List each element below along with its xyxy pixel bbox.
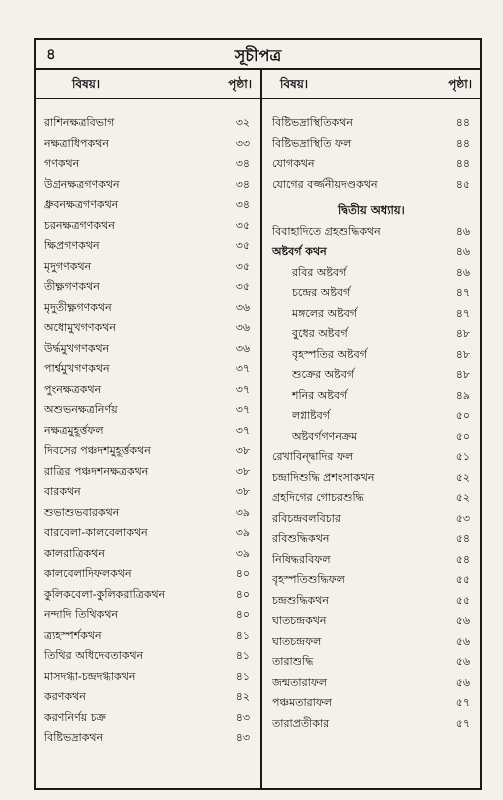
entry-title: নন্দাদি তিথিকথন <box>44 608 119 621</box>
entry-page: ৩৯ <box>235 526 250 539</box>
right-column-header <box>262 68 480 99</box>
index-columns <box>36 68 480 788</box>
index-entry <box>262 240 480 261</box>
entry-page: ৪৬ <box>455 245 470 258</box>
entry-title: রাশিনক্ষত্রবিভাগ <box>44 116 115 129</box>
index-entry <box>36 624 260 645</box>
entry-page: ৩৯ <box>235 505 250 519</box>
index-entry <box>36 296 260 317</box>
entry-title: গ্রহদিগের গোচরশুদ্ধি <box>272 491 364 504</box>
entry-page: ৫২ <box>455 470 470 484</box>
entry-page: ৪৫ <box>455 177 470 191</box>
entry-title: বারকথন <box>44 485 81 498</box>
entry-title: বুধের অষ্টবর্গ <box>292 327 348 340</box>
entry-title: নক্ষত্রমুহূর্ত্তফল <box>44 423 104 437</box>
entry-title: কুলিকবেলা-কুলিকরাত্রিকথন <box>44 587 166 601</box>
index-entry <box>36 398 260 419</box>
subject-header: বিষয়। <box>72 77 101 91</box>
entry-title: রেখাবিন্দ্বাদির ফল <box>272 450 354 463</box>
entry-title: মৃদুতীক্ষ্ণগণকথন <box>44 300 112 314</box>
entry-title: করণকথন <box>44 690 86 703</box>
entry-page: ৪১ <box>235 649 250 662</box>
entry-title: বিষ্টিভদ্রাস্থিতি ফল <box>272 136 352 150</box>
entry-title: লগ্নাষ্টবর্গ <box>292 409 330 422</box>
entry-page: ৪৪ <box>455 136 470 150</box>
entry-page: ৩৫ <box>235 218 250 232</box>
entry-page: ৪৭ <box>455 286 470 299</box>
entry-page: ৪১ <box>235 628 250 642</box>
index-entry <box>262 486 480 507</box>
entry-title: চন্দ্রের অষ্টবর্গ <box>292 286 351 299</box>
right-column <box>262 68 480 788</box>
entry-title: মাসদগ্ধা-চন্দ্রদগ্ধাকথন <box>44 669 136 683</box>
index-entry <box>36 357 260 378</box>
page-header-label: পৃষ্ঠা। <box>448 77 472 91</box>
entry-page: ৩৮ <box>235 444 250 457</box>
index-entry <box>36 193 260 214</box>
entry-title: কালরাত্রিকথন <box>44 546 105 560</box>
index-entry <box>36 234 260 255</box>
entry-title: ত্র্যহস্পর্শকথন <box>44 628 102 642</box>
entry-page: ৩৫ <box>235 259 250 273</box>
entry-page: ৪৩ <box>235 731 250 744</box>
entry-page: ৫৪ <box>455 532 470 545</box>
entry-page: ৪০ <box>235 587 250 601</box>
entry-page: ৪৬ <box>455 265 470 279</box>
entry-title: চন্দ্রশুদ্ধিকথন <box>272 593 329 607</box>
entry-page: ৫৭ <box>455 716 470 730</box>
entry-title: করণনির্ণয় চক্র <box>44 710 106 724</box>
entry-title: বিষ্টিভদ্রাকথন <box>44 731 104 744</box>
index-entry <box>36 562 260 583</box>
index-entry <box>262 173 480 194</box>
entry-page: ৩৪ <box>235 157 250 170</box>
index-entry <box>36 378 260 399</box>
index-entry <box>262 548 480 569</box>
index-entry <box>262 671 480 692</box>
index-entry <box>262 111 480 132</box>
entry-page: ৫৫ <box>455 573 470 586</box>
right-entry-list <box>262 99 480 732</box>
index-entry <box>36 173 260 194</box>
entry-page: ৩৮ <box>235 464 250 478</box>
index-entry <box>36 439 260 460</box>
index-entry <box>262 630 480 651</box>
index-entry <box>36 460 260 481</box>
entry-title: নিষিদ্ধরবিফল <box>272 552 331 566</box>
entry-page: ৪৮ <box>455 327 470 340</box>
index-entry <box>36 685 260 706</box>
entry-page: ৫১ <box>455 450 470 463</box>
index-entry <box>262 712 480 733</box>
entry-title: বারবেলা-কালবেলাকথন <box>44 526 148 539</box>
entry-title: চরনক্ষত্রগণকথন <box>44 218 115 232</box>
entry-title: রবির অষ্টবর্গ <box>292 265 347 279</box>
index-entry <box>36 316 260 337</box>
left-column <box>36 68 262 788</box>
index-entry <box>262 527 480 548</box>
entry-page: ৪৮ <box>455 368 470 381</box>
entry-page: ৩৫ <box>235 239 250 252</box>
entry-page: ৫৩ <box>455 511 470 525</box>
index-entry <box>36 644 260 665</box>
entry-page: ৩৪ <box>235 177 250 191</box>
page-header <box>36 40 480 70</box>
entry-title: জন্মতারাফল <box>272 675 328 689</box>
index-entry <box>36 419 260 440</box>
entry-title: বিষ্টিভদ্রাস্থিতিকথন <box>272 116 353 129</box>
index-entry <box>36 583 260 604</box>
entry-title: পুংনক্ষত্রকথন <box>44 382 102 396</box>
entry-page: ৩৩ <box>235 136 250 150</box>
index-page <box>34 38 482 790</box>
entry-title: বৃহস্পতির অষ্টবর্গ <box>292 347 367 361</box>
entry-page: ৫৬ <box>455 634 470 648</box>
index-entry <box>36 111 260 132</box>
entry-page: ৪২ <box>235 690 250 703</box>
entry-title: শনির অষ্টবর্গ <box>292 388 348 402</box>
entry-page: ৫২ <box>455 491 470 504</box>
entry-page: ৩৫ <box>235 280 250 293</box>
entry-page: ৪৩ <box>235 710 250 724</box>
entry-title: শুক্রের অষ্টবর্গ <box>292 368 355 381</box>
entry-page: ৩৬ <box>235 300 250 314</box>
chapter-heading-text: দ্বিতীয় অধ্যায়। <box>338 203 405 217</box>
entry-title: কালবেলাদিফলকথন <box>44 567 132 580</box>
index-entry <box>262 363 480 384</box>
entry-page: ৪৬ <box>455 224 470 238</box>
entry-title: নক্ষত্রাধিপকথন <box>44 136 109 150</box>
entry-title: গণকথন <box>44 157 80 170</box>
entry-page: ৫৬ <box>455 614 470 627</box>
entry-page: ৩৯ <box>235 546 250 560</box>
index-entry <box>262 322 480 343</box>
entry-page: ৫৬ <box>455 655 470 668</box>
entry-page: ৪৮ <box>455 347 470 361</box>
index-entry <box>36 214 260 235</box>
entry-title: উর্দ্ধমুখগণকথন <box>44 341 110 355</box>
index-entry <box>36 706 260 727</box>
entry-title: পঞ্চমতারাফল <box>272 696 333 709</box>
entry-title: বিবাহাদিতে গ্রহশুদ্ধিকথন <box>272 224 381 238</box>
entry-page: ৫৪ <box>455 552 470 566</box>
entry-title: তারাপ্রতীকার <box>272 716 330 730</box>
index-entry <box>262 404 480 425</box>
index-entry <box>262 691 480 712</box>
chapter-heading <box>262 199 480 220</box>
page-title: সূচীপত্র <box>234 46 282 65</box>
entry-page: ৪৭ <box>455 306 470 320</box>
entry-page: ৩৪ <box>235 198 250 211</box>
index-entry <box>262 466 480 487</box>
index-entry <box>36 337 260 358</box>
index-entry <box>262 132 480 153</box>
entry-title: উগ্রনক্ষত্রগণকথন <box>44 177 120 191</box>
index-entry <box>262 568 480 589</box>
index-entry <box>262 650 480 671</box>
entry-title: ঘাতচন্দ্রকথন <box>272 614 327 627</box>
entry-page: ৩৭ <box>235 362 250 375</box>
entry-title: চন্দ্রাদিশুদ্ধি প্রশংসাকথন <box>272 470 375 484</box>
entry-page: ৩৭ <box>235 423 250 437</box>
index-entry <box>262 507 480 528</box>
page-header-label: পৃষ্ঠা। <box>228 77 252 91</box>
entry-title: পার্শ্বমুখগণকথন <box>44 362 110 375</box>
index-entry <box>36 255 260 276</box>
entry-page: ৫০ <box>455 429 470 443</box>
index-entry <box>262 281 480 302</box>
index-entry <box>36 275 260 296</box>
entry-title: মঙ্গলের অষ্টবর্গ <box>292 306 358 320</box>
index-entry <box>36 665 260 686</box>
entry-title: ধ্রুবনক্ষত্রগণকথন <box>44 198 119 211</box>
index-entry <box>262 152 480 173</box>
entry-page: ৩৬ <box>235 341 250 355</box>
left-column-header <box>36 68 260 99</box>
entry-page: ৪০ <box>235 608 250 621</box>
page-number: ৪ <box>46 45 56 63</box>
entry-title: রবিশুদ্ধিকথন <box>272 532 330 545</box>
index-entry <box>262 589 480 610</box>
subject-header: বিষয়। <box>280 77 309 91</box>
index-entry <box>262 343 480 364</box>
index-entry <box>36 501 260 522</box>
entry-page: ৪৪ <box>455 157 470 170</box>
entry-title: তারাশুদ্ধি <box>272 655 314 668</box>
index-entry <box>36 480 260 501</box>
entry-title: অষ্টবর্গ কথন <box>272 245 327 258</box>
entry-title: অশুভনক্ষত্রনির্ণয় <box>44 403 118 416</box>
left-entry-list <box>36 99 260 747</box>
entry-page: ৫৭ <box>455 696 470 709</box>
entry-title: বৃহস্পতিশুদ্ধিফল <box>272 573 345 586</box>
entry-title: রাত্রির পঞ্চদশনক্ষত্রকথন <box>44 464 149 478</box>
entry-page: ৫৬ <box>455 675 470 689</box>
entry-title: যোগকথন <box>272 157 315 170</box>
index-entry <box>262 384 480 405</box>
entry-title: তিথির অধিদেবতাকথন <box>44 649 144 662</box>
index-entry <box>36 542 260 563</box>
entry-title: অধোমুখগণকথন <box>44 321 116 334</box>
entry-title: দিবসের পঞ্চদশমুহূর্ত্তকথন <box>44 444 151 457</box>
entry-page: ৩৭ <box>235 382 250 396</box>
index-entry <box>262 445 480 466</box>
entry-title: মৃদুগণকথন <box>44 259 92 273</box>
entry-page: ৫০ <box>455 409 470 422</box>
entry-page: ৩৬ <box>235 321 250 334</box>
entry-title: ক্ষিপ্রগণকথন <box>44 239 100 252</box>
entry-title: ঘাতচন্দ্রফল <box>272 634 322 648</box>
index-entry <box>36 521 260 542</box>
index-entry <box>36 603 260 624</box>
entry-page: ৪৪ <box>455 116 470 129</box>
entry-page: ৩২ <box>235 116 250 129</box>
entry-page: ৩৭ <box>235 403 250 416</box>
index-entry <box>36 152 260 173</box>
index-entry <box>262 220 480 241</box>
entry-page: ৪৯ <box>455 388 470 402</box>
entry-title: যোগের বর্জ্জনীয়দণ্ডকথন <box>272 177 378 191</box>
entry-title: অষ্টবর্গগণনক্রম <box>292 429 358 443</box>
entry-title: রবিচন্দ্রবলবিচার <box>272 511 341 525</box>
entry-page: ৪১ <box>235 669 250 683</box>
index-entry <box>262 425 480 446</box>
entry-page: ৩৮ <box>235 485 250 498</box>
entry-title: তীক্ষ্ণগণকথন <box>44 280 100 293</box>
index-entry <box>262 261 480 282</box>
entry-page: ৪০ <box>235 567 250 580</box>
index-entry <box>262 302 480 323</box>
entry-page: ৫৫ <box>455 593 470 607</box>
entry-title: শুভাশুভবারকথন <box>44 505 120 519</box>
index-entry <box>36 726 260 747</box>
index-entry <box>36 132 260 153</box>
index-entry <box>262 609 480 630</box>
